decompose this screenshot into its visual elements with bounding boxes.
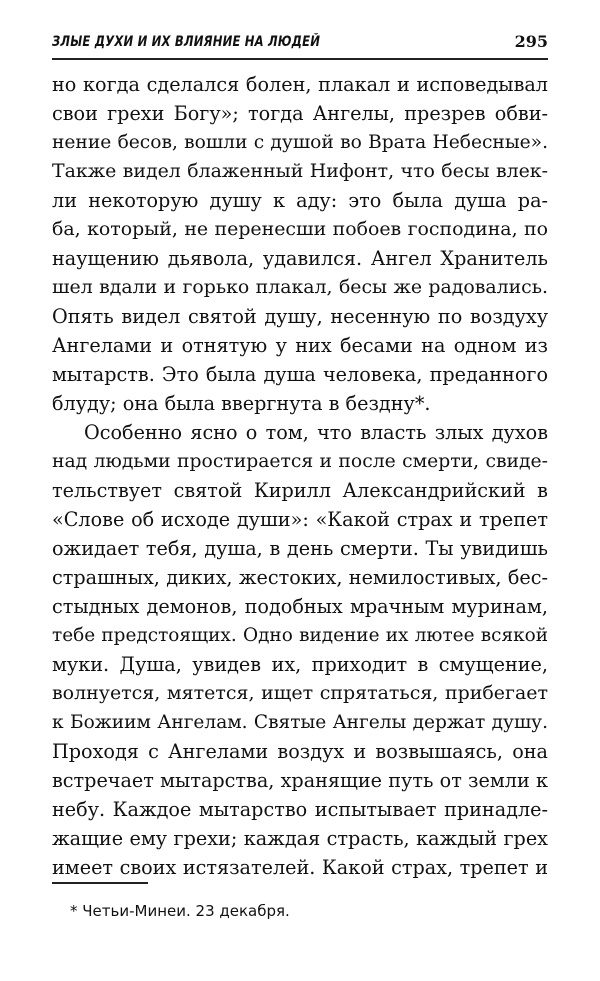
page-header <box>52 30 548 60</box>
text-line: над людьми простирается и после смерти, свиде- <box>52 451 548 472</box>
text-line: наущению дьявола, удавился. Ангел Хранитель <box>52 247 548 270</box>
text-line: имеет своих истязателей. Какой страх, трепет и <box>52 856 548 879</box>
text-line: ожидает тебя, душа, в день смерти. Ты увидишь <box>52 537 548 560</box>
page-number: 295 <box>514 32 548 51</box>
text-line: встречает мытарства, хранящие путь от земли к <box>52 769 548 792</box>
text-line: муки. Душа, увидев их, приходит в смущение, <box>52 653 548 676</box>
text-line: ба, который, не перенесши побоев господина, по <box>52 218 548 240</box>
footnote-divider <box>52 882 148 884</box>
text-line: к Божиим Ангелам. Святые Ангелы держат душу. <box>52 712 548 733</box>
text-line: жащие ему грехи; каждая страсть, каждый грех <box>52 827 548 850</box>
text-line-paragraph-start: Особенно ясно о том, что власть злых духов <box>84 421 548 444</box>
text-line: страшных, диких, жестоких, немилостивых, бес- <box>52 566 548 589</box>
text-line: тельствует святой Кирилл Александрийский в <box>52 479 548 502</box>
text-line: но когда сделался болен, плакал и исповедывал <box>52 73 548 96</box>
text-line: мытарств. Это была душа человека, преданного <box>52 363 548 386</box>
body-text <box>52 70 548 882</box>
text-line: свои грехи Богу»; тогда Ангелы, презрев обви- <box>52 102 548 125</box>
running-title: ЗЛЫЕ ДУХИ И ИХ ВЛИЯНИЕ НА ЛЮДЕЙ <box>52 34 321 50</box>
text-line: ли некоторую душу к аду: это была душа ра- <box>52 189 548 212</box>
text-line: небу. Каждое мытарство испытывает принадле- <box>52 798 548 821</box>
text-line: нение бесов, вошли с душой во Врата Небесные». <box>52 132 548 153</box>
text-line: волнуется, мятется, ищет спрятаться, прибегает <box>52 682 548 704</box>
text-line: тебе предстоящих. Одно видение их лютее всякой <box>52 625 548 646</box>
text-line: Опять видел святой душу, несенную по воздуху <box>52 305 548 328</box>
text-line: Ангелами и отнятую у них бесами на одном из <box>52 334 548 357</box>
text-line: Проходя с Ангелами воздух и возвышаясь, она <box>52 740 548 763</box>
text-line-paragraph-end: блуду; она была ввергнута в бездну*. <box>52 392 431 415</box>
text-line: Также видел блаженный Нифонт, что бесы влек- <box>52 160 548 182</box>
text-line: «Слове об исходе души»: «Какой страх и трепет <box>52 508 548 531</box>
footnote: * Четьи-Минеи. 23 декабря. <box>70 902 290 920</box>
text-line: шел вдали и горько плакал, бесы же радовались. <box>52 276 548 298</box>
text-line: стыдных демонов, подобных мрачным муринам, <box>52 595 548 618</box>
